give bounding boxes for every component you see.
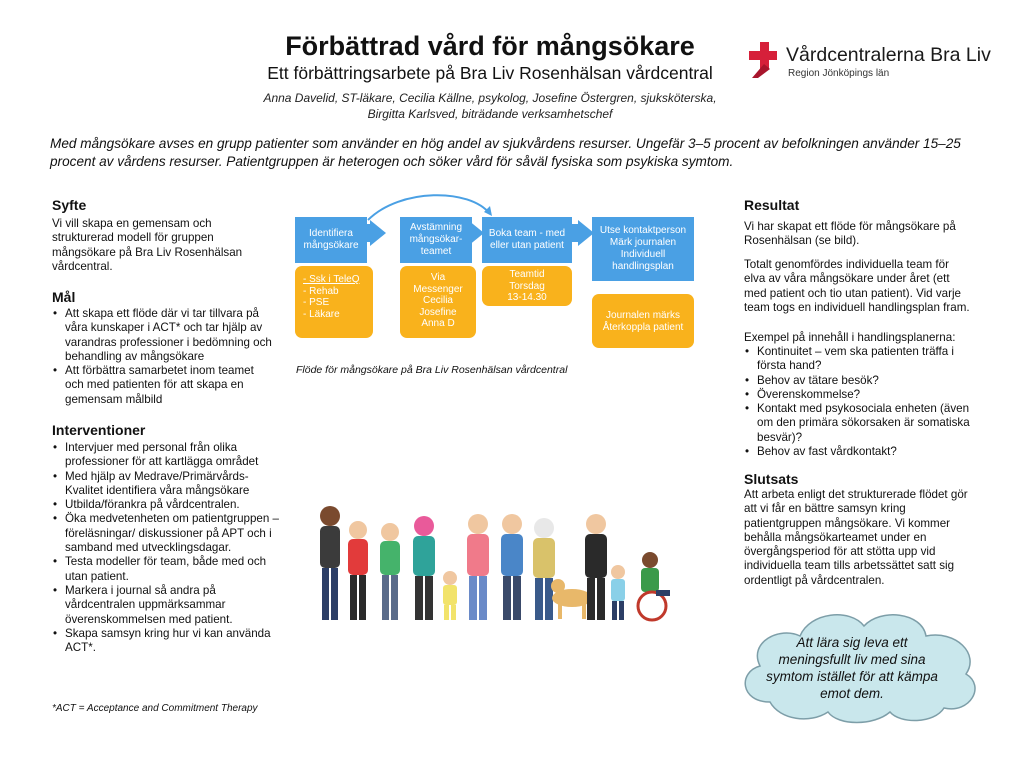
list-item: • Öka medvetenheten om patientgruppen – föreläsningar/ diskussioner på APT och i samband med utvecklingsdagar. [52,512,280,555]
detail-line: - Rehab [303,285,339,297]
list-item: • Behov av tätare besök? [744,374,972,388]
detail-line: - Ssk i TeleQ [303,274,360,285]
detail-line: - PSE [303,297,330,308]
mal-heading: Mål [52,289,76,305]
poster-title: Förbättrad vård för mångsökare [285,31,695,61]
detail-line: Återkoppla patient [602,321,684,333]
person-figure [585,514,607,620]
flow-caption: Flöde för mångsökare på Bra Liv Rosenhälsan vårdcentral [296,364,568,376]
detail-line: Teamtid [509,269,545,280]
logo [748,40,998,86]
authors-line-1: Anna Davelid, ST-läkare, Cecilia Källne, psykolog, Josefine Östergren, sjuksköterska, [263,91,717,105]
footnote: *ACT = Acceptance and Commitment Therapy [52,703,258,714]
authors-line-2: Birgitta Karlsved, biträdande verksamhetschef [367,107,613,121]
mal-list [52,307,274,407]
list-item: • Skapa samsyn kring hur vi kan använda ACT*. [52,627,280,656]
authors [240,90,740,122]
resultat-heading: Resultat [744,197,800,213]
resultat-list [744,345,972,459]
person-figure [320,506,340,620]
flow-step-contact: Utse kontaktperson Märk journalen Individuell handlingsplan [592,217,694,281]
detail-line: Journalen märks [606,310,680,321]
list-item: • Att förbättra samarbetet inom teamet och med patienten för att skapa en gemensam målbild [52,364,274,407]
detail-line: Cecilia [422,295,453,306]
person-figure [501,514,523,620]
child-figure [611,565,625,620]
resultat-p1: Vi har skapat ett flöde för mångsökare på Rosenhälsan (se bild). [744,220,956,248]
list-item: • Testa modeller för team, både med och utan patient. [52,555,280,584]
detail-line: Josefine [419,306,457,318]
list-item: • Markera i journal så andra på vårdcentralen uppmärksammar överenskommelsen med patient. [52,584,280,627]
list-item: • Med hjälp av Medrave/Primärvårds-Kvalitet identifiera våra mångsökare [52,470,280,499]
flow-step-book-team: Boka team - med eller utan patient [482,217,572,263]
interventioner-heading: Interventioner [52,422,146,438]
list-item: • Utbilda/förankra på vårdcentralen. [52,498,280,512]
dog-figure [551,579,592,619]
list-item: • Intervjuer med personal från olika professioner för att kartlägga området [52,441,280,470]
wheelchair-user-figure [638,552,670,620]
cross-logo-icon [748,42,782,78]
quote-text: Att lära sig leva ett meningsfullt liv med sina symtom istället för att kämpa emot dem. [766,635,938,701]
detail-line: Torsdag [509,280,545,292]
person-figure [348,521,368,620]
flow-detail-channel [400,266,476,338]
syfte-text: Vi vill skapa en gemensam och strukturerad modell för gruppen mångsökare på Bra Liv Rosenhälsan vårdcentral. [52,217,243,273]
child-figure [443,571,457,620]
logo-region: Region Jönköpings län [788,68,890,79]
flow-detail-time [482,266,572,306]
list-item: • Behov av fast vårdkontakt? [744,445,972,459]
intro-text: Med mångsökare avses en grupp patienter som använder en hög andel av sjukvårdens resurser. Ungefär 3–5 procent av befolkningen använder 15–25 procent av vårdens resurser. Patientgruppen är heterogen och söker vård för såväl fysiska som psykiska symtom. [50,136,961,169]
poster-subtitle: Ett förbättringsarbete på Bra Liv Rosenhälsan vårdcentral [267,63,713,83]
flow-step-alignment: Avstämning mångsökar-teamet [400,217,472,263]
detail-line: Anna D [421,318,455,329]
syfte-heading: Syfte [52,197,87,213]
resultat-p3: Exempel på innehåll i handlingsplanerna: [744,331,956,344]
person-figure [380,523,400,620]
detail-line: Via [430,272,446,283]
slutsats-heading: Slutsats [744,471,799,487]
flow-detail-roles [295,266,373,338]
detail-line: - Läkare [303,308,340,320]
detail-line: 13-14.30 [507,292,547,303]
logo-name: Vårdcentralerna Bra Liv [786,44,991,66]
people-illustration [300,498,680,628]
person-figure [533,518,555,620]
interventioner-list [52,441,280,655]
slutsats-text: Att arbeta enligt det strukturerade flödet gör att vi får en bättre samsyn kring patientgruppen mångsökare. Vi kommer behålla mångsökarteamet under en övergångsperiod för att stötta upp vid individuella team tills arbetssättet satt sig ordentligt på vårdcentralen. [744,488,968,587]
person-figure [467,514,489,620]
list-item: • Överenskommelse? [744,388,972,402]
list-item: • Att skapa ett flöde där vi tar tillvara på våra kunskaper i ACT* och tar hjälp av varandras professioner i bedömning och behandling av mångsökare [52,307,274,364]
list-item: • Kontakt med psykosociala enheten (även om den primära sökorsaken är somatiska besvär)? [744,402,972,445]
flow-step-identify: Identifiera mångsökare [295,217,367,263]
flow-detail-journal [592,294,694,348]
list-item: • Kontinuitet – vem ska patienten träffa i första hand? [744,345,972,374]
resultat-p2: Totalt genomfördes individuella team för elva av våra mångsökare under året (ett med patient och tio utan patient). Vid varje team togs en individuell handlingsplan fram. [744,258,970,314]
detail-line: Messenger [413,283,463,295]
person-figure [413,516,435,620]
